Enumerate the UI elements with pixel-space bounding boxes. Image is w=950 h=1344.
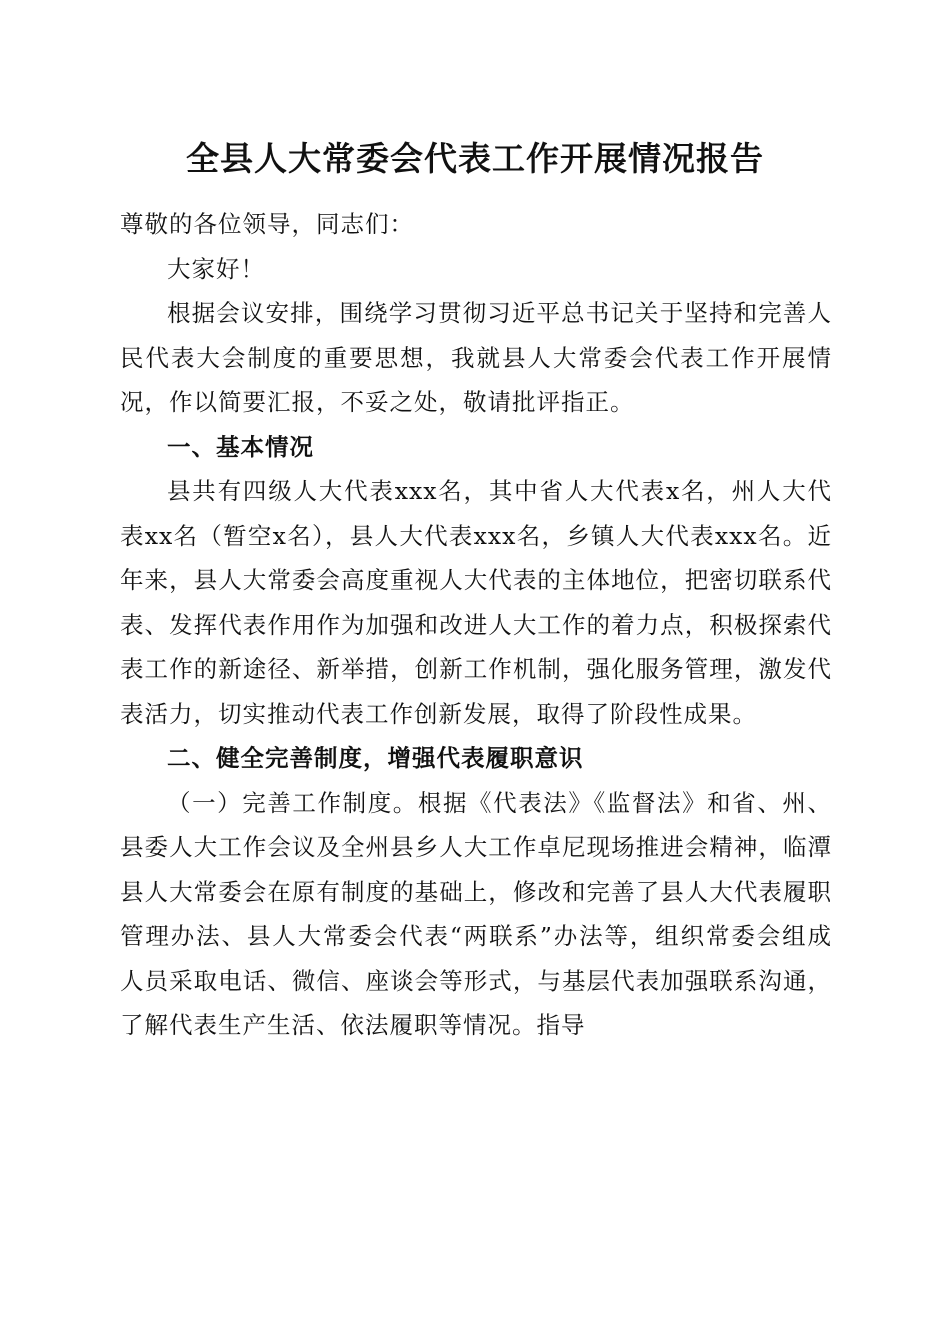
document-title: 全县人大常委会代表工作开展情况报告 [186,139,764,178]
section-system-paragraph: （一）完善工作制度。根据《代表法》《监督法》和省、州、县委人大工作会议及全州县乡人大工作卓尼现场推进会精神，临潭县人大常委会在原有制度的基础上，修改和完善了县人大代表履职管理办法、县人大常委会代表“两联系”办法等，组织常委会组成人员采取电话、微信、座谈会等形式，与基层代表加强联系沟通，了解代表生产生活、依法履职等情况。指导 [120,788,832,1039]
greeting: 大家好！ [167,254,265,283]
section-heading-basic: 一、基本情况 [167,432,314,461]
section-basic-paragraph: 县共有四级人大代表xxx名，其中省人大代表x名，州人大代表xx名（暂空x名），县人大代表xxx名，乡镇人大代表xxx名。近年来，县人大常委会高度重视人大代表的主体地位，把密切联系代表、发挥代表作用作为加强和改进人大工作的着力点，积极探索代表工作的新途径、新举措，创新工作机制，强化服务管理，激发代表活力，切实推动代表工作创新发展，取得了阶段性成果。 [120,477,832,728]
section-heading-system: 二、健全完善制度，增强代表履职意识 [167,744,584,772]
intro-paragraph: 根据会议安排，围绕学习贯彻习近平总书记关于坚持和完善人民代表大会制度的重要思想，我就县人大常委会代表工作开展情况，作以简要汇报，不妥之处，敬请批评指正。 [120,299,832,416]
document-body [120,202,832,1048]
salutation: 尊敬的各位领导，同志们： [120,210,414,238]
